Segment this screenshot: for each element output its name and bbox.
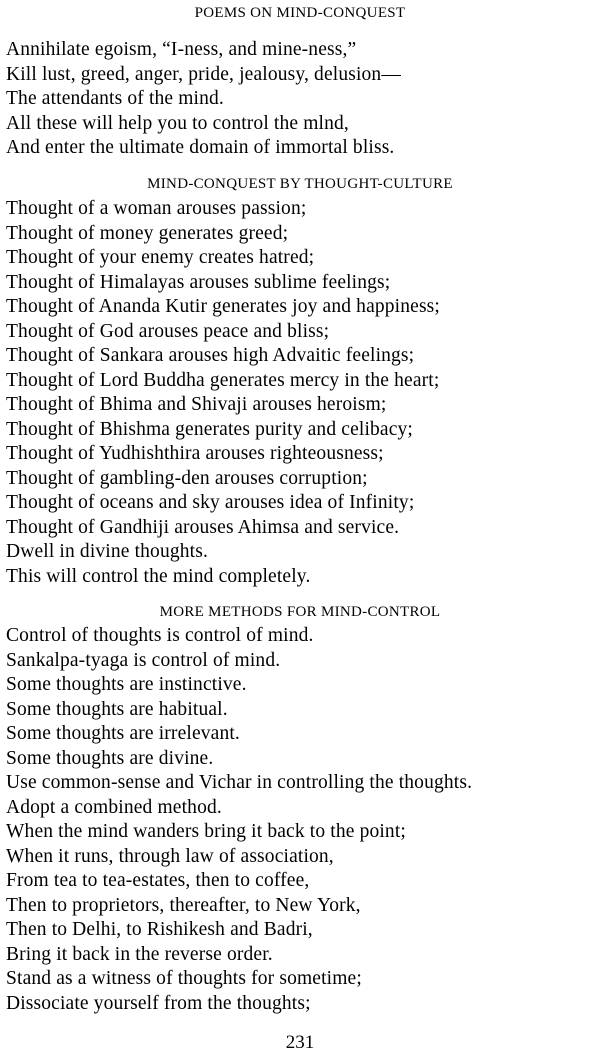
- verse-line: Thought of gambling-den arouses corruption;: [6, 467, 368, 489]
- verse-line: Then to Delhi, to Rishikesh and Badri,: [6, 919, 313, 940]
- verse-line: The attendants of the mind.: [6, 88, 224, 109]
- verse-line: And enter the ultimate domain of immortal bliss.: [6, 137, 395, 158]
- verse-line: Annihilate egoism, “I-ness, and mine-ness,”: [6, 39, 357, 60]
- verse-line: Some thoughts are divine.: [6, 747, 214, 769]
- section-heading-mind-control: MORE METHODS FOR MIND-CONTROL: [159, 604, 441, 620]
- verse-line: Thought of Bhima and Shivaji arouses heroism;: [6, 394, 387, 415]
- verse-line: Adopt a combined method.: [6, 796, 222, 818]
- verse-line: Thought of Sankara arouses high Advaitic feelings;: [6, 345, 415, 366]
- verse-line: Thought of Yudhishthira arouses righteousness;: [6, 443, 384, 464]
- verse-line: Some thoughts are habitual.: [6, 698, 228, 720]
- verse-line: Thought of a woman arouses passion;: [6, 198, 307, 219]
- verse-line: When the mind wanders bring it back to the point;: [6, 821, 406, 842]
- verse-line: Stand as a witness of thoughts for sometime;: [6, 968, 362, 989]
- section-heading-thought-culture: MIND-CONQUEST BY THOUGHT-CULTURE: [147, 176, 453, 192]
- verse-line: Thought of Lord Buddha generates mercy in the heart;: [6, 369, 440, 391]
- verse-line: All these will help you to control the mlnd,: [6, 112, 349, 134]
- verse-line: Thought of Gandhiji arouses Ahimsa and service.: [6, 516, 400, 538]
- verse-line: When it runs, through law of association,: [6, 845, 334, 867]
- verse-line: This will control the mind completely.: [6, 565, 311, 587]
- running-head: POEMS ON MIND-CONQUEST: [194, 5, 406, 21]
- page-number: 231: [285, 1032, 315, 1053]
- mind-control-verse: [6, 624, 598, 1016]
- verse-line: Dissociate yourself from the thoughts;: [6, 992, 311, 1014]
- verse-line: Thought of Bhishma generates purity and celibacy;: [6, 418, 413, 440]
- verse-line: Thought of your enemy creates hatred;: [6, 247, 315, 268]
- verse-line: Then to proprietors, thereafter, to New York,: [6, 894, 361, 916]
- verse-line: Dwell in divine thoughts.: [6, 541, 208, 562]
- verse-line: Sankalpa-tyaga is control of mind.: [6, 649, 281, 671]
- verse-line: Some thoughts are irrelevant.: [6, 723, 240, 744]
- verse-line: Kill lust, greed, anger, pride, jealousy, delusion—: [6, 63, 401, 85]
- verse-line: Use common-sense and Vichar in controlling the thoughts.: [6, 772, 473, 793]
- verse-line: From tea to tea-estates, then to coffee,: [6, 870, 310, 891]
- verse-line: Control of thoughts is control of mind.: [6, 625, 314, 646]
- thought-culture-verse: [6, 197, 598, 589]
- intro-verse: [6, 38, 598, 161]
- verse-line: Thought of oceans and sky arouses idea of Infinity;: [6, 492, 415, 513]
- verse-line: Thought of Himalayas arouses sublime feelings;: [6, 271, 391, 293]
- verse-line: Bring it back in the reverse order.: [6, 943, 273, 965]
- verse-line: Some thoughts are instinctive.: [6, 674, 247, 695]
- verse-line: Thought of Ananda Kutir generates joy and happiness;: [6, 296, 440, 317]
- verse-line: Thought of money generates greed;: [6, 222, 289, 244]
- verse-line: Thought of God arouses peace and bliss;: [6, 320, 330, 342]
